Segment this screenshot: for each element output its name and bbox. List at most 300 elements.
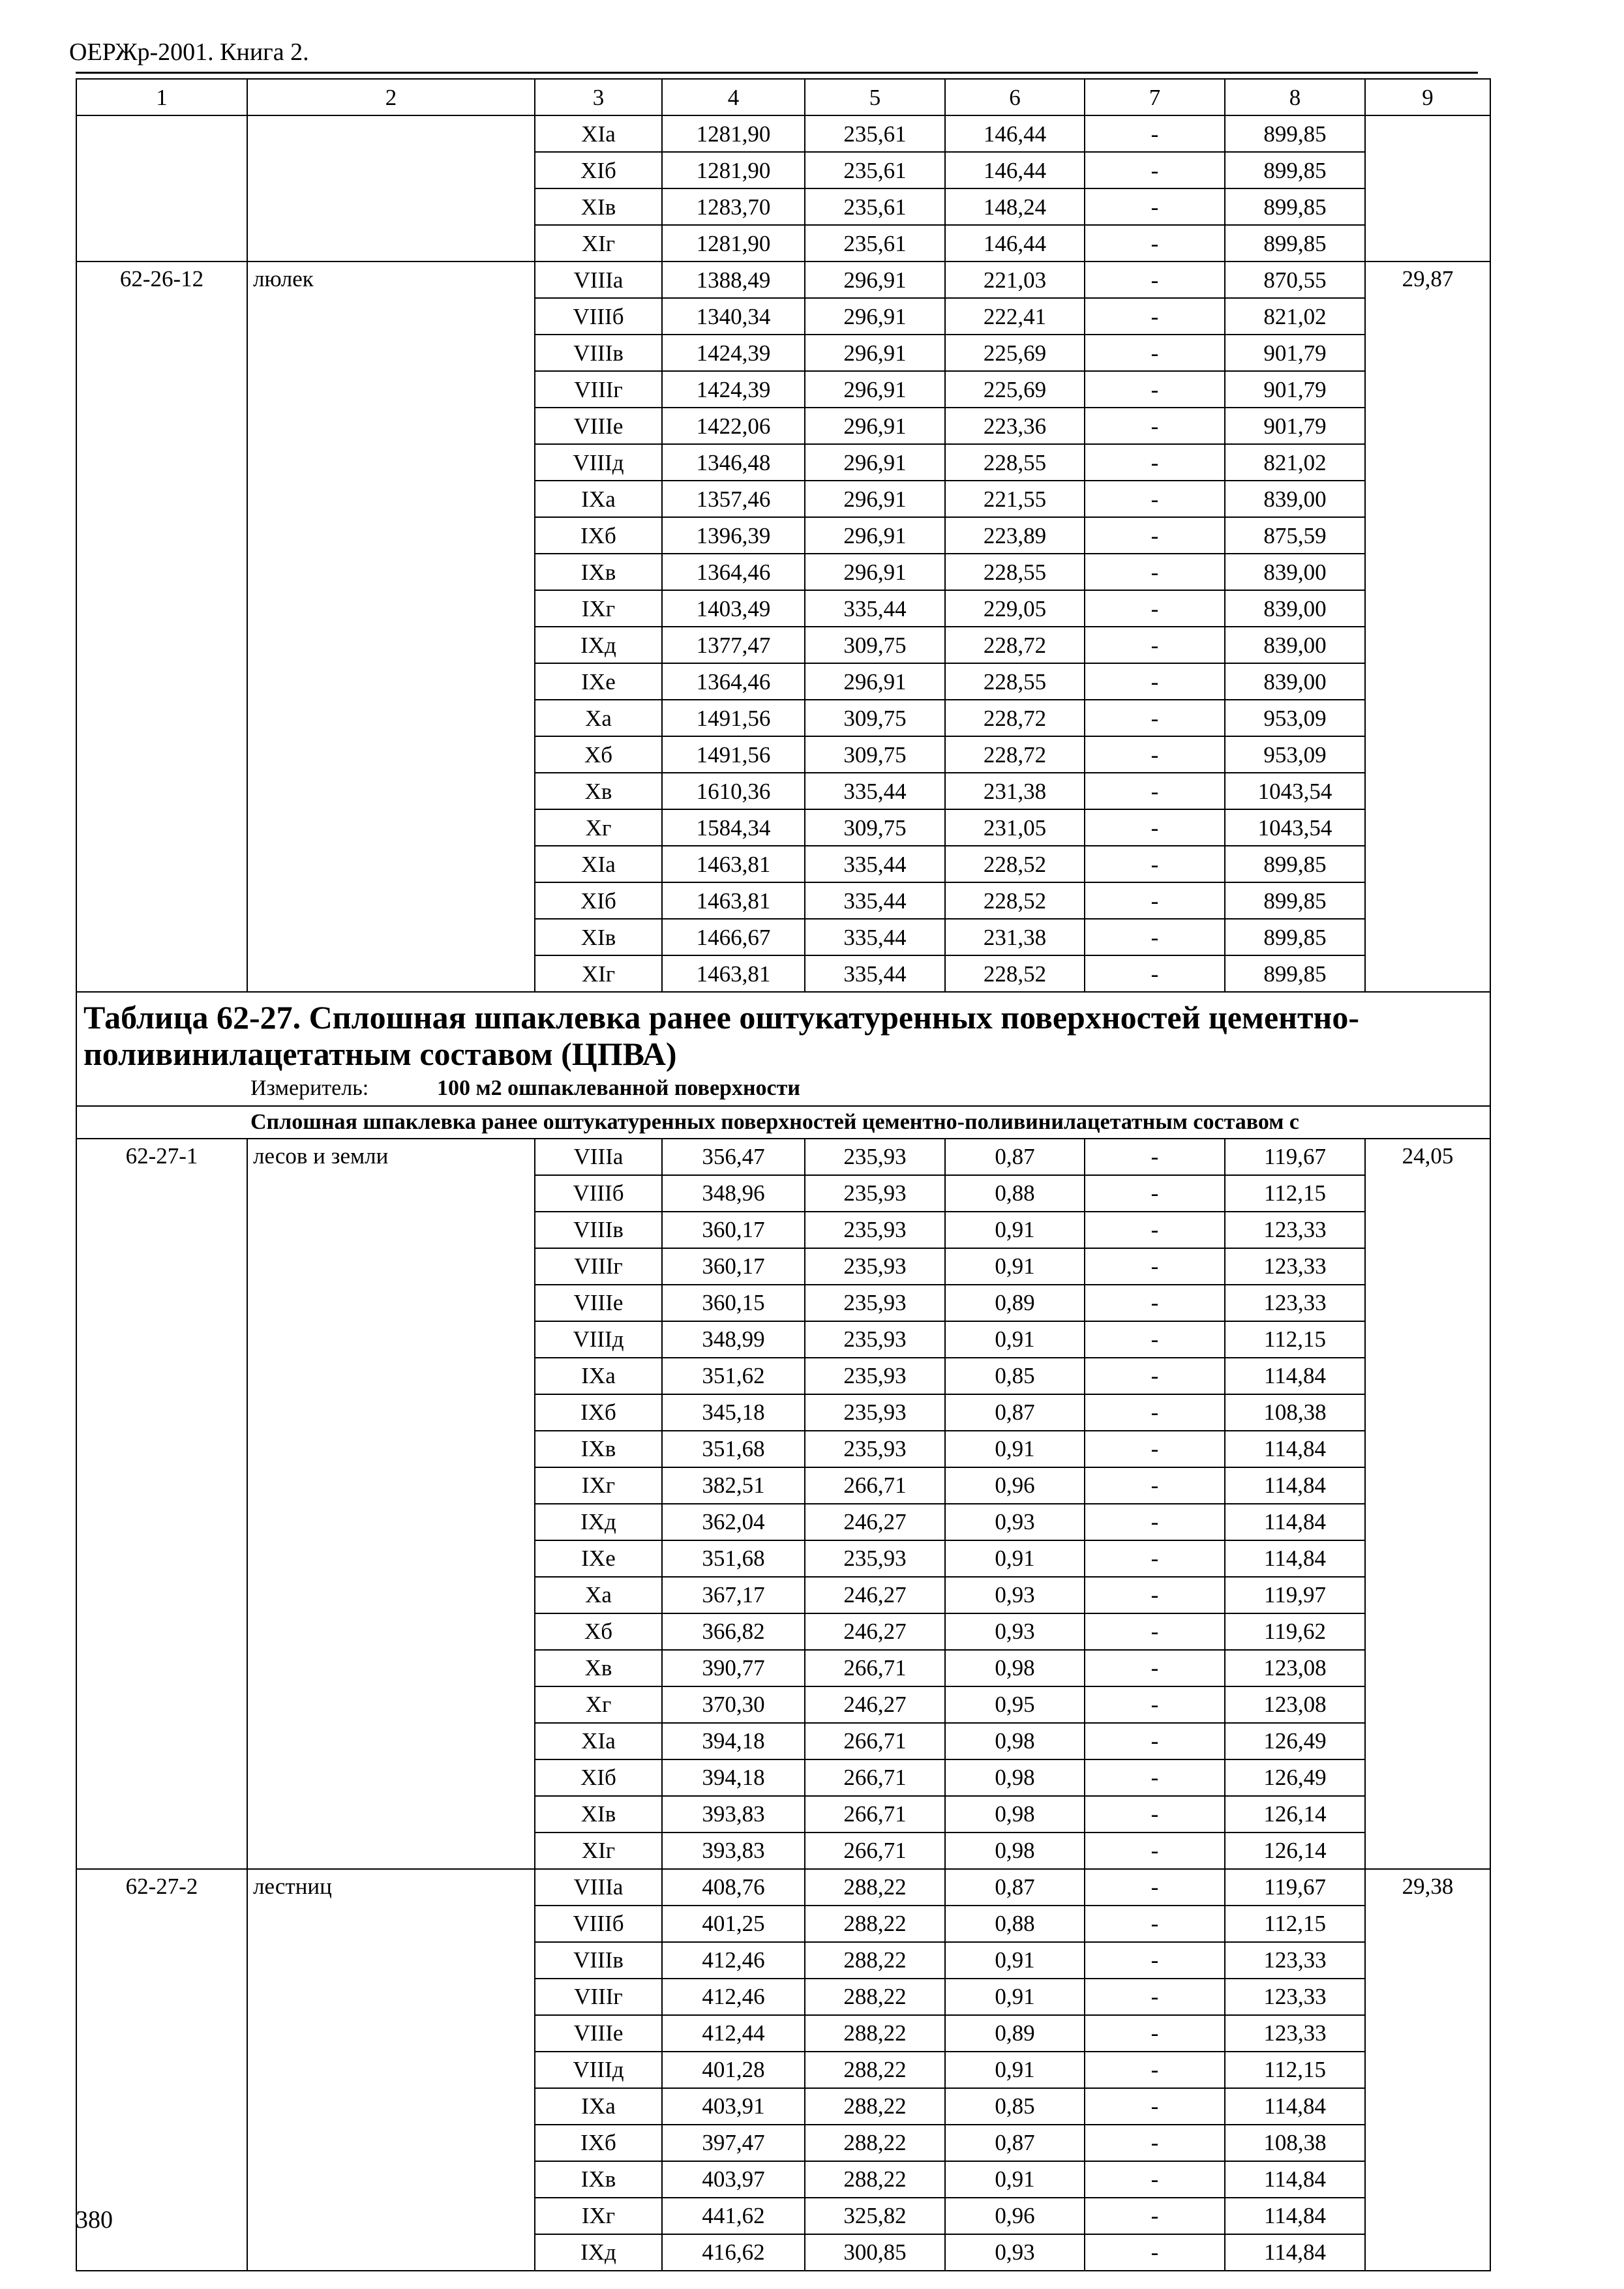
- materials-cost-cell: 901,79: [1225, 408, 1365, 444]
- machine-wages-cell: -: [1085, 1285, 1225, 1321]
- machine-wages-cell: -: [1085, 1833, 1225, 1869]
- labor-wages-cell: 288,22: [805, 1869, 945, 1906]
- direct-cost-cell: 1364,46: [662, 663, 805, 700]
- direct-cost-cell: 412,44: [662, 2015, 805, 2052]
- machine-cost-cell: 0,91: [945, 2052, 1085, 2088]
- machine-wages-cell: -: [1085, 882, 1225, 919]
- labor-wages-cell: 288,22: [805, 2052, 945, 2088]
- materials-cost-cell: 114,84: [1225, 1358, 1365, 1394]
- machine-cost-cell: 231,38: [945, 919, 1085, 955]
- machine-wages-cell: -: [1085, 1650, 1225, 1686]
- labor-wages-cell: 288,22: [805, 1979, 945, 2015]
- machine-wages-cell: -: [1085, 736, 1225, 773]
- materials-cost-cell: 119,62: [1225, 1613, 1365, 1650]
- machine-cost-cell: 0,91: [945, 2161, 1085, 2198]
- region-zone-cell: VIIIе: [535, 408, 662, 444]
- direct-cost-cell: 362,04: [662, 1504, 805, 1540]
- direct-cost-cell: 1403,49: [662, 590, 805, 627]
- direct-cost-cell: 345,18: [662, 1394, 805, 1431]
- machine-cost-cell: 0,91: [945, 1431, 1085, 1467]
- labor-wages-cell: 246,27: [805, 1504, 945, 1540]
- region-zone-cell: Xб: [535, 736, 662, 773]
- labor-wages-cell: 335,44: [805, 955, 945, 992]
- machine-wages-cell: -: [1085, 115, 1225, 152]
- measure-unit-value: 100 м2 ошпаклеванной поверхности: [437, 1076, 800, 1100]
- machine-cost-cell: 0,98: [945, 1723, 1085, 1759]
- machine-cost-cell: 228,52: [945, 882, 1085, 919]
- machine-wages-cell: -: [1085, 1394, 1225, 1431]
- column-number-cell: 2: [247, 79, 535, 115]
- rate-code: 62-27-2: [76, 1869, 247, 2271]
- header-rule: [76, 72, 1478, 74]
- machine-wages-cell: -: [1085, 188, 1225, 225]
- labor-wages-cell: 235,93: [805, 1285, 945, 1321]
- machine-wages-cell: -: [1085, 846, 1225, 882]
- region-zone-cell: VIIIб: [535, 1906, 662, 1942]
- table-title-line-2: поливинилацетатным составом (ЦПВА): [83, 1036, 677, 1072]
- labor-wages-cell: 288,22: [805, 2015, 945, 2052]
- worker-wage-rate: 24,05: [1365, 1139, 1490, 1869]
- table-row: [76, 115, 1490, 152]
- labor-wages-cell: 296,91: [805, 517, 945, 554]
- region-zone-cell: VIIIв: [535, 1942, 662, 1979]
- machine-cost-cell: 221,03: [945, 262, 1085, 298]
- region-zone-cell: IXa: [535, 1358, 662, 1394]
- machine-wages-cell: -: [1085, 152, 1225, 188]
- materials-cost-cell: 119,97: [1225, 1577, 1365, 1613]
- machine-cost-cell: 0,87: [945, 1394, 1085, 1431]
- labor-wages-cell: 288,22: [805, 1906, 945, 1942]
- region-zone-cell: XIб: [535, 152, 662, 188]
- machine-wages-cell: -: [1085, 1540, 1225, 1577]
- labor-wages-cell: 325,82: [805, 2198, 945, 2234]
- machine-cost-cell: 0,88: [945, 1906, 1085, 1942]
- direct-cost-cell: 360,17: [662, 1212, 805, 1248]
- direct-cost-cell: 1422,06: [662, 408, 805, 444]
- labor-wages-cell: 296,91: [805, 408, 945, 444]
- machine-wages-cell: -: [1085, 408, 1225, 444]
- labor-wages-cell: 335,44: [805, 846, 945, 882]
- table-title-cell: [76, 992, 1490, 1106]
- region-zone-cell: IXд: [535, 1504, 662, 1540]
- region-zone-cell: VIIIв: [535, 335, 662, 371]
- materials-cost-cell: 126,14: [1225, 1833, 1365, 1869]
- labor-wages-cell: 246,27: [805, 1577, 945, 1613]
- direct-cost-cell: 412,46: [662, 1979, 805, 2015]
- materials-cost-cell: 123,33: [1225, 1248, 1365, 1285]
- labor-wages-cell: 235,93: [805, 1321, 945, 1358]
- region-zone-cell: XIг: [535, 1833, 662, 1869]
- rate-code: 62-26-12: [76, 262, 247, 992]
- measure-unit-label: Измеритель:: [250, 1076, 369, 1100]
- rates-table: [76, 78, 1491, 2271]
- machine-cost-cell: 0,95: [945, 1686, 1085, 1723]
- direct-cost-cell: 1346,48: [662, 444, 805, 481]
- machine-wages-cell: -: [1085, 554, 1225, 590]
- machine-cost-cell: 0,91: [945, 1979, 1085, 2015]
- region-zone-cell: IXг: [535, 1467, 662, 1504]
- direct-cost-cell: 1364,46: [662, 554, 805, 590]
- table-row: [76, 1139, 1490, 1175]
- materials-cost-cell: 901,79: [1225, 371, 1365, 408]
- machine-cost-cell: 0,91: [945, 1321, 1085, 1358]
- direct-cost-cell: 1424,39: [662, 371, 805, 408]
- labor-wages-cell: 335,44: [805, 882, 945, 919]
- labor-wages-cell: 235,93: [805, 1540, 945, 1577]
- column-number-cell: 6: [945, 79, 1085, 115]
- machine-wages-cell: -: [1085, 2088, 1225, 2125]
- region-zone-cell: VIIIг: [535, 1979, 662, 2015]
- materials-cost-cell: 112,15: [1225, 1906, 1365, 1942]
- machine-wages-cell: -: [1085, 1869, 1225, 1906]
- direct-cost-cell: 394,18: [662, 1759, 805, 1796]
- direct-cost-cell: 1463,81: [662, 882, 805, 919]
- machine-cost-cell: 0,88: [945, 1175, 1085, 1212]
- region-zone-cell: VIIIв: [535, 1212, 662, 1248]
- machine-wages-cell: -: [1085, 1723, 1225, 1759]
- labor-wages-cell: 246,27: [805, 1686, 945, 1723]
- work-name: лесов и земли: [247, 1139, 535, 1869]
- machine-cost-cell: 0,87: [945, 2125, 1085, 2161]
- machine-wages-cell: -: [1085, 1577, 1225, 1613]
- materials-cost-cell: 821,02: [1225, 298, 1365, 335]
- materials-cost-cell: 899,85: [1225, 225, 1365, 262]
- worker-wage-rate: 29,38: [1365, 1869, 1490, 2271]
- labor-wages-cell: 235,93: [805, 1394, 945, 1431]
- machine-wages-cell: -: [1085, 2198, 1225, 2234]
- direct-cost-cell: 1610,36: [662, 773, 805, 809]
- direct-cost-cell: 1283,70: [662, 188, 805, 225]
- machine-cost-cell: 0,91: [945, 1942, 1085, 1979]
- worker-wage-rate-empty: [1365, 115, 1490, 262]
- region-zone-cell: Xa: [535, 1577, 662, 1613]
- rate-code-empty: [76, 115, 247, 262]
- machine-cost-cell: 228,55: [945, 444, 1085, 481]
- labor-wages-cell: 235,93: [805, 1212, 945, 1248]
- region-zone-cell: VIIIa: [535, 1139, 662, 1175]
- machine-cost-cell: 231,38: [945, 773, 1085, 809]
- machine-wages-cell: -: [1085, 444, 1225, 481]
- direct-cost-cell: 390,77: [662, 1650, 805, 1686]
- labor-wages-cell: 235,93: [805, 1431, 945, 1467]
- region-zone-cell: VIIIб: [535, 1175, 662, 1212]
- materials-cost-cell: 114,84: [1225, 2088, 1365, 2125]
- region-zone-cell: XIa: [535, 1723, 662, 1759]
- materials-cost-cell: 114,84: [1225, 1540, 1365, 1577]
- rate-code: 62-27-1: [76, 1139, 247, 1869]
- direct-cost-cell: 360,17: [662, 1248, 805, 1285]
- materials-cost-cell: 123,33: [1225, 1979, 1365, 2015]
- direct-cost-cell: 370,30: [662, 1686, 805, 1723]
- column-number-cell: 8: [1225, 79, 1365, 115]
- machine-cost-cell: 0,96: [945, 2198, 1085, 2234]
- machine-cost-cell: 146,44: [945, 152, 1085, 188]
- region-zone-cell: XIa: [535, 846, 662, 882]
- measure-unit-row: [83, 1075, 1483, 1103]
- machine-wages-cell: -: [1085, 773, 1225, 809]
- machine-wages-cell: -: [1085, 809, 1225, 846]
- labor-wages-cell: 235,93: [805, 1139, 945, 1175]
- region-zone-cell: IXе: [535, 1540, 662, 1577]
- machine-cost-cell: 0,93: [945, 1577, 1085, 1613]
- materials-cost-cell: 953,09: [1225, 700, 1365, 736]
- materials-cost-cell: 1043,54: [1225, 773, 1365, 809]
- machine-wages-cell: -: [1085, 1504, 1225, 1540]
- materials-cost-cell: 114,84: [1225, 2234, 1365, 2271]
- machine-cost-cell: 231,05: [945, 809, 1085, 846]
- region-zone-cell: VIIIд: [535, 1321, 662, 1358]
- materials-cost-cell: 899,85: [1225, 919, 1365, 955]
- region-zone-cell: Xг: [535, 809, 662, 846]
- document-header-title: ОЕРЖр-2001. Книга 2.: [69, 38, 309, 66]
- machine-cost-cell: 222,41: [945, 298, 1085, 335]
- labor-wages-cell: 309,75: [805, 627, 945, 663]
- materials-cost-cell: 126,49: [1225, 1723, 1365, 1759]
- machine-wages-cell: -: [1085, 1906, 1225, 1942]
- machine-cost-cell: 0,98: [945, 1759, 1085, 1796]
- labor-wages-cell: 235,93: [805, 1248, 945, 1285]
- machine-wages-cell: -: [1085, 1942, 1225, 1979]
- region-zone-cell: XIг: [535, 955, 662, 992]
- direct-cost-cell: 351,62: [662, 1358, 805, 1394]
- work-name: лестниц: [247, 1869, 535, 2271]
- machine-wages-cell: -: [1085, 590, 1225, 627]
- machine-cost-cell: 0,93: [945, 2234, 1085, 2271]
- direct-cost-cell: 1396,39: [662, 517, 805, 554]
- labor-wages-cell: 266,71: [805, 1796, 945, 1833]
- materials-cost-cell: 839,00: [1225, 663, 1365, 700]
- materials-cost-cell: 899,85: [1225, 846, 1365, 882]
- labor-wages-cell: 288,22: [805, 1942, 945, 1979]
- materials-cost-cell: 899,85: [1225, 152, 1365, 188]
- machine-wages-cell: -: [1085, 2234, 1225, 2271]
- materials-cost-cell: 123,33: [1225, 1942, 1365, 1979]
- materials-cost-cell: 108,38: [1225, 1394, 1365, 1431]
- table-title-line-1: Таблица 62-27. Сплошная шпаклевка ранее оштукатуренных поверхностей цементно-: [83, 999, 1359, 1036]
- column-number-cell: 9: [1365, 79, 1490, 115]
- column-number-row: [76, 79, 1490, 115]
- materials-cost-cell: 839,00: [1225, 627, 1365, 663]
- machine-cost-cell: 228,72: [945, 627, 1085, 663]
- machine-wages-cell: -: [1085, 298, 1225, 335]
- work-name: люлек: [247, 262, 535, 992]
- region-zone-cell: IXв: [535, 554, 662, 590]
- labor-wages-cell: 235,61: [805, 115, 945, 152]
- materials-cost-cell: 123,08: [1225, 1686, 1365, 1723]
- materials-cost-cell: 899,85: [1225, 955, 1365, 992]
- materials-cost-cell: 875,59: [1225, 517, 1365, 554]
- region-zone-cell: IXa: [535, 481, 662, 517]
- labor-wages-cell: 235,61: [805, 152, 945, 188]
- labor-wages-cell: 335,44: [805, 919, 945, 955]
- region-zone-cell: VIIIд: [535, 444, 662, 481]
- region-zone-cell: XIв: [535, 188, 662, 225]
- labor-wages-cell: 288,22: [805, 2125, 945, 2161]
- machine-cost-cell: 225,69: [945, 335, 1085, 371]
- region-zone-cell: IXв: [535, 2161, 662, 2198]
- materials-cost-cell: 899,85: [1225, 188, 1365, 225]
- worker-wage-rate: 29,87: [1365, 262, 1490, 992]
- materials-cost-cell: 839,00: [1225, 590, 1365, 627]
- materials-cost-cell: 123,08: [1225, 1650, 1365, 1686]
- machine-cost-cell: 0,93: [945, 1504, 1085, 1540]
- machine-wages-cell: -: [1085, 1212, 1225, 1248]
- materials-cost-cell: 114,84: [1225, 2161, 1365, 2198]
- direct-cost-cell: 408,76: [662, 1869, 805, 1906]
- direct-cost-cell: 393,83: [662, 1796, 805, 1833]
- region-zone-cell: VIIIa: [535, 1869, 662, 1906]
- machine-wages-cell: -: [1085, 481, 1225, 517]
- direct-cost-cell: 1491,56: [662, 736, 805, 773]
- machine-cost-cell: 229,05: [945, 590, 1085, 627]
- machine-cost-cell: 0,89: [945, 2015, 1085, 2052]
- direct-cost-cell: 401,25: [662, 1906, 805, 1942]
- labor-wages-cell: 309,75: [805, 736, 945, 773]
- machine-cost-cell: 0,98: [945, 1650, 1085, 1686]
- labor-wages-cell: 266,71: [805, 1759, 945, 1796]
- labor-wages-cell: 300,85: [805, 2234, 945, 2271]
- table-title-row: [76, 992, 1490, 1106]
- machine-wages-cell: -: [1085, 1175, 1225, 1212]
- direct-cost-cell: 1281,90: [662, 152, 805, 188]
- region-zone-cell: VIIIг: [535, 371, 662, 408]
- labor-wages-cell: 288,22: [805, 2088, 945, 2125]
- machine-wages-cell: -: [1085, 2125, 1225, 2161]
- region-zone-cell: Xб: [535, 1613, 662, 1650]
- labor-wages-cell: 266,71: [805, 1723, 945, 1759]
- machine-wages-cell: -: [1085, 262, 1225, 298]
- labor-wages-cell: 296,91: [805, 371, 945, 408]
- machine-wages-cell: -: [1085, 2161, 1225, 2198]
- materials-cost-cell: 114,84: [1225, 1467, 1365, 1504]
- labor-wages-cell: 266,71: [805, 1650, 945, 1686]
- materials-cost-cell: 108,38: [1225, 2125, 1365, 2161]
- region-zone-cell: IXг: [535, 590, 662, 627]
- direct-cost-cell: 1463,81: [662, 846, 805, 882]
- region-zone-cell: XIг: [535, 225, 662, 262]
- labor-wages-cell: 296,91: [805, 262, 945, 298]
- direct-cost-cell: 1281,90: [662, 115, 805, 152]
- region-zone-cell: IXг: [535, 2198, 662, 2234]
- direct-cost-cell: 351,68: [662, 1540, 805, 1577]
- materials-cost-cell: 839,00: [1225, 481, 1365, 517]
- region-zone-cell: VIIIе: [535, 1285, 662, 1321]
- region-zone-cell: XIб: [535, 1759, 662, 1796]
- region-zone-cell: IXе: [535, 663, 662, 700]
- direct-cost-cell: 1281,90: [662, 225, 805, 262]
- machine-cost-cell: 0,98: [945, 1796, 1085, 1833]
- machine-cost-cell: 0,91: [945, 1540, 1085, 1577]
- machine-wages-cell: -: [1085, 1759, 1225, 1796]
- machine-cost-cell: 0,87: [945, 1139, 1085, 1175]
- machine-cost-cell: 223,89: [945, 517, 1085, 554]
- labor-wages-cell: 266,71: [805, 1467, 945, 1504]
- direct-cost-cell: 403,97: [662, 2161, 805, 2198]
- materials-cost-cell: 119,67: [1225, 1869, 1365, 1906]
- labor-wages-cell: 266,71: [805, 1833, 945, 1869]
- machine-wages-cell: -: [1085, 371, 1225, 408]
- labor-wages-cell: 235,61: [805, 188, 945, 225]
- machine-wages-cell: -: [1085, 1686, 1225, 1723]
- machine-cost-cell: 221,55: [945, 481, 1085, 517]
- direct-cost-cell: 1377,47: [662, 627, 805, 663]
- direct-cost-cell: 403,91: [662, 2088, 805, 2125]
- region-zone-cell: IXд: [535, 2234, 662, 2271]
- region-zone-cell: IXд: [535, 627, 662, 663]
- direct-cost-cell: 382,51: [662, 1467, 805, 1504]
- direct-cost-cell: 366,82: [662, 1613, 805, 1650]
- page-number: 380: [76, 2206, 113, 2234]
- machine-wages-cell: -: [1085, 1979, 1225, 2015]
- labor-wages-cell: 246,27: [805, 1613, 945, 1650]
- direct-cost-cell: 1466,67: [662, 919, 805, 955]
- labor-wages-cell: 309,75: [805, 809, 945, 846]
- machine-cost-cell: 228,72: [945, 736, 1085, 773]
- labor-wages-cell: 296,91: [805, 554, 945, 590]
- direct-cost-cell: 367,17: [662, 1577, 805, 1613]
- materials-cost-cell: 123,33: [1225, 2015, 1365, 2052]
- machine-cost-cell: 0,91: [945, 1248, 1085, 1285]
- labor-wages-cell: 296,91: [805, 335, 945, 371]
- direct-cost-cell: 348,96: [662, 1175, 805, 1212]
- labor-wages-cell: 235,61: [805, 225, 945, 262]
- direct-cost-cell: 1388,49: [662, 262, 805, 298]
- direct-cost-cell: 441,62: [662, 2198, 805, 2234]
- machine-wages-cell: -: [1085, 225, 1225, 262]
- region-zone-cell: XIб: [535, 882, 662, 919]
- machine-wages-cell: -: [1085, 1321, 1225, 1358]
- labor-wages-cell: 288,22: [805, 2161, 945, 2198]
- machine-cost-cell: 0,87: [945, 1869, 1085, 1906]
- region-zone-cell: IXб: [535, 2125, 662, 2161]
- labor-wages-cell: 296,91: [805, 481, 945, 517]
- direct-cost-cell: 397,47: [662, 2125, 805, 2161]
- region-zone-cell: Xг: [535, 1686, 662, 1723]
- direct-cost-cell: 1584,34: [662, 809, 805, 846]
- labor-wages-cell: 235,93: [805, 1175, 945, 1212]
- direct-cost-cell: 1463,81: [662, 955, 805, 992]
- machine-cost-cell: 228,55: [945, 663, 1085, 700]
- materials-cost-cell: 123,33: [1225, 1212, 1365, 1248]
- materials-cost-cell: 821,02: [1225, 444, 1365, 481]
- machine-wages-cell: -: [1085, 1248, 1225, 1285]
- labor-wages-cell: 335,44: [805, 773, 945, 809]
- machine-cost-cell: 225,69: [945, 371, 1085, 408]
- machine-cost-cell: 0,96: [945, 1467, 1085, 1504]
- direct-cost-cell: 356,47: [662, 1139, 805, 1175]
- labor-wages-cell: 235,93: [805, 1358, 945, 1394]
- machine-wages-cell: -: [1085, 1358, 1225, 1394]
- machine-cost-cell: 228,52: [945, 846, 1085, 882]
- machine-wages-cell: -: [1085, 517, 1225, 554]
- materials-cost-cell: 123,33: [1225, 1285, 1365, 1321]
- machine-cost-cell: 146,44: [945, 225, 1085, 262]
- materials-cost-cell: 112,15: [1225, 1321, 1365, 1358]
- machine-wages-cell: -: [1085, 2052, 1225, 2088]
- machine-cost-cell: 0,98: [945, 1833, 1085, 1869]
- labor-wages-cell: 296,91: [805, 298, 945, 335]
- materials-cost-cell: 901,79: [1225, 335, 1365, 371]
- direct-cost-cell: 393,83: [662, 1833, 805, 1869]
- direct-cost-cell: 401,28: [662, 2052, 805, 2088]
- rates-table-body: [76, 79, 1490, 2271]
- section-subheader-row: [76, 1106, 1490, 1139]
- region-zone-cell: VIIIе: [535, 2015, 662, 2052]
- materials-cost-cell: 126,14: [1225, 1796, 1365, 1833]
- materials-cost-cell: 114,84: [1225, 1504, 1365, 1540]
- machine-wages-cell: -: [1085, 1431, 1225, 1467]
- machine-wages-cell: -: [1085, 2015, 1225, 2052]
